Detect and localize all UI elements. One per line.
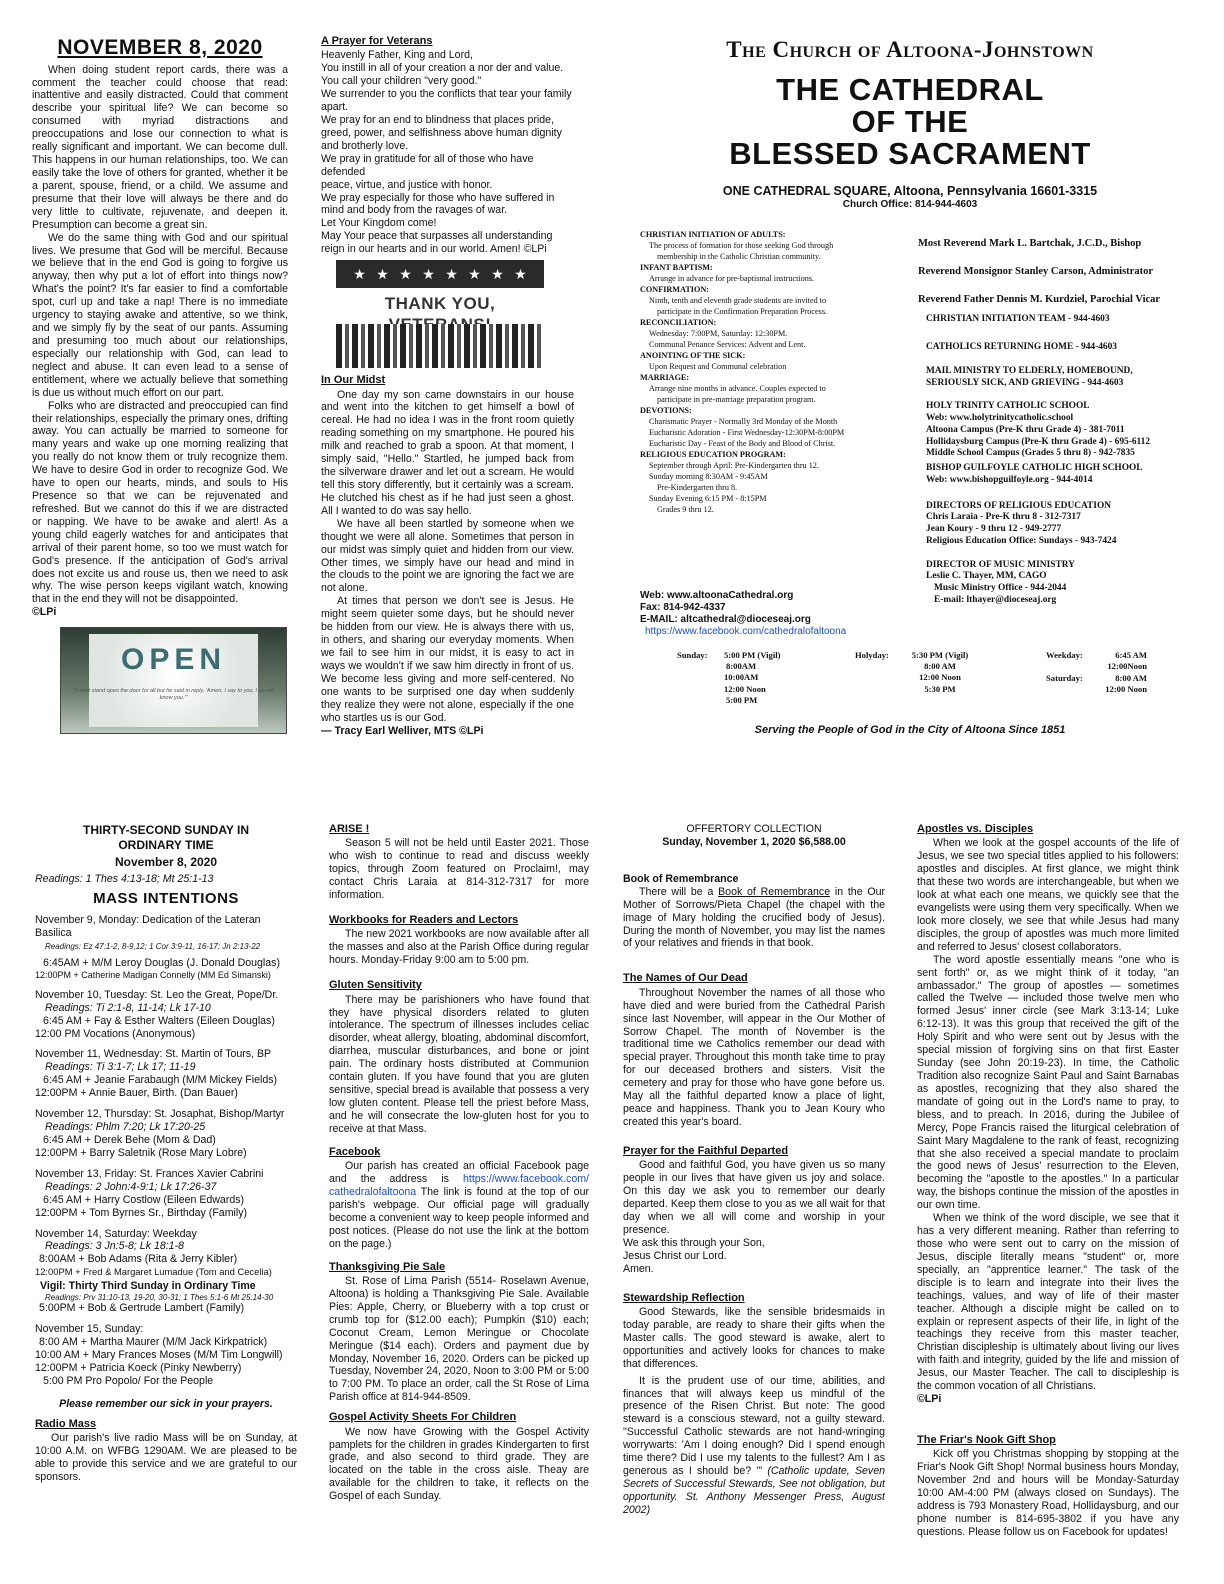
arise-title: ARISE ! <box>329 823 370 835</box>
offertory-column <box>623 823 885 1553</box>
intention-day-label: November 14, Saturday: Weekday <box>35 1227 197 1240</box>
mail-ministry: SERIOUSLY SICK, AND GRIEVING - 944-4603 <box>926 377 1124 388</box>
reflection-credit: ©LPi <box>32 606 57 619</box>
dre-title: DIRECTORS OF RELIGIOUS EDUCATION <box>926 500 1112 511</box>
intention-day <box>35 1108 297 1160</box>
service-detail: Upon Request and Communal celebration <box>649 361 787 371</box>
email-link[interactable]: E-MAIL: altcathedral@dioceseaj.org <box>640 614 811 625</box>
remembrance-body: There will be a Book of Remembrance in the Our Mother of Sorrows/Pieta Chapel (the chapel with the image of Mary holding the crucified body of Jesus). During the month of November, you may list the names of your relatives and friends in that book. <box>623 885 885 950</box>
stripes-graphic <box>336 324 544 368</box>
holy-trinity-campus: Altoona Campus (Pre-K thru Grade 4) - 381-7011 <box>926 424 1125 435</box>
apostles-paragraph: When we look at the gospel accounts of the life of Jesus, we see two special titles applied to his followers: apostles and disciples. At first glance, we might think that these two words are interchangeable, but when we look at what each one means, we quickly see that the evangelists were using them very specifically. When we look more closely, we see that while Jesus had many disciples, the group of apostles was much more limited and referred to Jesus' closest collaborators. <box>917 837 1179 953</box>
website-link[interactable]: Web: www.altoonaCathedral.org <box>640 590 794 601</box>
midst-paragraph: At times that person we don't see is Jesus. He might seem quieter some days, but he should never be hidden from our view. He is always there with us, in others, and sharing our everyday moments. When we fail to see him in our midst, it is easy to act in ways we wouldn't if we saw him directly in front of us. We become less giving and more self-centered. No one wants to be surprised one day when suddenly they realize they were not alone, especially if the one who startles us is our God. <box>321 595 574 724</box>
faithful-departed-line: Amen. <box>623 1262 654 1275</box>
bishop-guilfoyle-school: BISHOP GUILFOYLE CATHOLIC HIGH SCHOOL <box>926 463 1143 474</box>
service-heading: RELIGIOUS EDUCATION PROGRAM: <box>640 449 786 459</box>
music-director-title: DIRECTOR OF MUSIC MINISTRY <box>926 559 1075 570</box>
in-our-midst-title: In Our Midst <box>321 374 386 387</box>
mass-time: 12:00 Noon <box>724 683 766 694</box>
mail-ministry: MAIL MINISTRY TO ELDERLY, HOMEBOUND, <box>926 365 1133 376</box>
banner-text: THANK YOU, <box>384 294 496 314</box>
service-detail: Grades 9 thru 12. <box>657 504 714 514</box>
announcements-column <box>329 823 589 1553</box>
facebook-body: Our parish has created an official Facebook page and the address is https://www.facebook.com/ cathedralofaltoona The link is found at the top of our parish's webpage. Our official page will gradually become a convenient way to keep people informed and post notices. (Please do not use the link at the bottom on the page.) <box>329 1160 589 1250</box>
mass-time: 10:00AM <box>724 672 759 683</box>
apostles-paragraph: The word apostle essentially means "one who is sent forth" or, as we might think of it today, "an ambassador." The group of apostles — sometimes called the Twelve — included those twelve men who formed Jesus' inner circle (see Mark 3:13-14; Luke 6:12-13). It was this group that received the gift of the Holy Spirit and who were sent out by Jesus with the special mission of forgiving sins on that first Easter Sunday (see John 20:19-23). In time, the Catholic Tradition also recognize Saint Paul and Saint Barnabas as apostles, recognizing that they also shared the mandate of going out in the Lord's name to pray, to bless, and to preach. In 2016, during the Jubilee of Mercy, Pope Francis raised the liturgical celebration of Saint Mary Magdalene to the rank of feast, recognizing that she also received a special mandate to proclaim the good news of Jesus' resurrection to the Eleven, becoming the "apostle to the apostles." In a particular way, the bishops continue the mission of the apostles in our own time. <box>917 953 1179 1212</box>
intention-readings: Readings: 3 Jn:5-8; Lk 18:1-8 <box>45 1240 184 1253</box>
reflection-paragraph: When doing student report cards, there was a comment the teacher could choose that read: inattentive and easily distracted. Could that comment describe your spiritual life? We can become so consumed with myriad distractions and preoccupations and lose our connection to what is really significant and important. We can become dull. This happens in our human relationships, too. We can easily take the love of others for granted, whether it be a parent, spouse, friend, or a child. We assume and presume that their love will always be there and do very little to cultivate, rejuvenate, and deepen it. Presumption can become a great sin. <box>32 63 288 231</box>
services-list <box>640 230 912 600</box>
intention-day <box>35 914 297 981</box>
intention-day-label: November 9, Monday: Dedication of the Lateran Basilica <box>35 914 261 940</box>
gluten-body: There may be parishioners who have found that they have physical disorders related to gluten intolerance. The spectrum of illnesses includes celiac disorder, wheat allergy, bloating, abdominal discomfort, diarrhea, muscular disturbances, and bone or joint pain. The ordinary hosts distributed at Communion contain gluten. If you have found that you are gluten sensitive, special bread is available that possess a very low gluten content. Please tell the priest before Mass, and he will consecrate the low-gluten host for you to receive at that Mass. <box>329 993 589 1135</box>
prayer-line: We pray in gratitude for all of those who have defended <box>321 152 534 178</box>
music-director-name: Leslie C. Thayer, MM, CAGO <box>926 571 1047 582</box>
intention-mass: 6:45 AM + Fay & Esther Walters (Eileen Douglas) <box>43 1014 275 1027</box>
sick-prayer-note: Please remember our sick in your prayers. <box>59 1397 273 1410</box>
prayer-line: We pray especially for those who have suffered in mind and body from the ravages of war. <box>321 191 555 217</box>
friars-nook-body: Kick off you Christmas shopping by stopping at the Friar's Nook Gift Shop! Normal business hours Monday, November 2nd and hours will be Monday-Saturday 10:00 AM-4:00 PM (always closed on Sundays). The address is 793 Monastery Road, Hollidaysburg, and our phone number is 814-695-3802 if you have any questions. Please follow us on Facebook for updates! <box>917 1448 1179 1538</box>
pie-sale-title: Thanksgiving Pie Sale <box>329 1260 446 1273</box>
vicar-name: Reverend Father Dennis M. Kurdziel, Parochial Vicar <box>918 294 1161 306</box>
names-of-dead-title: The Names of Our Dead <box>623 972 748 985</box>
church-header <box>632 36 1188 246</box>
intention-mass: 12:00PM + Annie Bauer, Birth. (Dan Bauer) <box>35 1087 238 1100</box>
apostles-column <box>917 823 1179 1553</box>
service-detail: Arrange nine months in advance. Couples expected to <box>649 383 826 393</box>
open-image-word: OPEN <box>120 643 227 677</box>
intention-mass: 6:45 AM + Harry Costlow (Eileen Edwards) <box>43 1193 245 1206</box>
mass-time: 12:00Noon <box>1107 661 1147 672</box>
intention-day-label: November 12, Thursday: St. Josaphat, Bishop/Martyr <box>35 1108 285 1121</box>
dre-contact: Jean Koury - 9 thru 12 - 949-2777 <box>926 524 1062 535</box>
cathedral-title <box>632 74 1188 170</box>
mass-time: 5:30 PM <box>924 683 956 694</box>
intention-mass: 6:45 AM + Derek Behe (Mom & Dad) <box>43 1133 216 1146</box>
cathedral-title-line: OF THE <box>851 103 969 139</box>
vigil-readings: Readings: Prv 31:10-13, 19-20, 30-31; 1 Thes 5:1-6 Mt 25:14-30 <box>45 1292 274 1302</box>
fax-number: Fax: 814-942-4337 <box>640 602 726 613</box>
serving-tagline: Serving the People of God in the City of Altoona Since 1851 <box>754 724 1066 736</box>
remembrance-book-link: Book of Remembrance <box>718 885 831 898</box>
intention-mass: 12:00PM + Tom Byrnes Sr., Birthday (Family) <box>35 1206 248 1219</box>
catholics-returning-home: CATHOLICS RETURNING HOME - 944-4603 <box>926 342 1117 353</box>
staff-directory <box>918 237 1193 632</box>
intention-mass: 10:00 AM + Mary Frances Moses (M/M Tim Longwill) <box>35 1349 283 1362</box>
mass-time: 5:00 PM <box>726 694 758 705</box>
prayer-line: May Your peace that surpasses all understanding reign in our hearts and in our world. Amen! ©LPi <box>321 230 553 256</box>
reflection-column <box>32 35 288 750</box>
intention-readings: Readings: Ez 47:1-2, 8-9,12; 1 Cor 3:9-11, 16-17; Jn 2:13-22 <box>45 941 261 951</box>
cathedral-title-line: BLESSED SACRAMENT <box>729 135 1091 171</box>
stewardship-citation: (Catholic update, Seven Secrets of Successful Stewards, See not obligation, but opportunity. St. Anthony Messenger Press, August 2002) <box>623 1465 885 1516</box>
intention-mass: 5:00PM + Bob & Gertrude Lambert (Family) <box>39 1302 245 1315</box>
arise-body: Season 5 will not be held until Easter 2021. Those who wish to continue to read and discuss weekly topics, through Zoom featured on Proclaim!, may contact Chris Laraia at 814-312-7317 for more information. <box>329 837 589 902</box>
intention-readings: Readings: Ti 3:1-7; Lk 17; 11-19 <box>45 1061 196 1074</box>
music-office: Music Ministry Office - 944-2044 <box>934 583 1067 594</box>
intention-day <box>35 1228 297 1316</box>
apostles-title: Apostles vs. Disciples <box>917 823 1034 835</box>
weekday-times <box>1094 650 1147 672</box>
intention-day <box>35 1168 297 1220</box>
bishop-guilfoyle-web[interactable]: Web: www.bishopguilfoyle.org - 944-4014 <box>926 474 1093 485</box>
sunday-readings: Readings: 1 Thes 4:13-18; Mt 25:1-13 <box>35 872 214 885</box>
dre-office: Religious Education Office: Sundays - 943-7424 <box>926 535 1117 546</box>
cathedral-title-line: THE CATHEDRAL <box>776 72 1044 108</box>
open-image-caption: "I must stand open the door for all but he said in reply, 'Amen, I say to you, I do not know you.'" <box>73 688 274 701</box>
bulletin-date-title: NOVEMBER 8, 2020 <box>57 36 263 59</box>
service-heading: CONFIRMATION: <box>640 284 709 294</box>
holy-trinity-web[interactable]: Web: www.holytrinitycatholic.school <box>926 413 1074 424</box>
service-heading: INFANT BAPTISM: <box>640 262 713 272</box>
church-name: The Church of Altoona-Johnstown <box>726 37 1094 62</box>
reflection-paragraph: Folks who are distracted and preoccupied can find their relationships, especially the primary ones, drifting away. You can actually be married to someone for many years and wake up one morning realizing that you really do not know them or truly recognize them. We have to desire God in order to recognize God. We have to open our hearts, minds, and souls to His Presence so that we can be rejuvenated and refreshed. But we cannot do this if we are distracted or napping. We have to be awake and alert! As a young child eagerly watches for and anticipates that arrival of their parent home, so too we must watch for God's presence. If the anticipation of God's arrival does not excite us and rouse us, then we need to ask why. The wise person keeps vigilant watch, knowing that in the end they will not be disappointed. <box>32 399 288 606</box>
pie-sale-body: St. Rose of Lima Parish (5514- Roselawn Avenue, Altoona) is holding a Thanksgiving Pie Sale. Available Pies: Apple, Cherry, or Blueberry with a top crust or crumb top for ($12.00 each); Pumpkin ($10) each; Coconut Cream, Lemon Meringue or Chocolate Meringue ($14 each). Orders and payment due by Monday, November 16, 2020. Orders can be picked up Tuesday, November 24, 2020, Noon to 3:00 PM or 5:00 to 7:00 PM. To place an order, call the St Rose of Lima Parish office at 814-944-8509. <box>329 1275 589 1404</box>
intention-readings: Readings: Phlm 7:20; Lk 17:20-25 <box>45 1121 206 1134</box>
prayer-veterans-title: A Prayer for Veterans <box>321 35 433 47</box>
stewardship-title: Stewardship Reflection <box>623 1291 745 1304</box>
workbooks-title: Workbooks for Readers and Lectors <box>329 914 519 927</box>
intention-day-label: November 15, Sunday: <box>35 1323 144 1336</box>
stewardship-body: It is the prudent use of our time, abilities, and finances that will always keep us mindful of the presence of the Risen Christ. But note: The good steward is a conscious steward, not a guilty steward. "Successful Catholic stewards are not hand-wringing worrywarts: 'Am I doing enough? Did I spend enough time there? Did I use my talents to the fullest? Am I as generous as I should be? '" (Catholic update, Seven Secrets of Successful Stewards, See not obligation, but opportunity. St. Anthony Messenger Press, August 2002) <box>623 1374 885 1516</box>
mass-time: 6:45 AM <box>1115 650 1147 660</box>
midst-paragraph: We have all been startled by someone when we thought we were all alone. Sometimes that person in our midst was simply quiet and hidden from our view. Other times, we simply have our head and mind in the clouds to the point we are ignoring the fact we are not alone. <box>321 517 574 595</box>
holy-trinity-campus: Middle School Campus (Grades 5 thru 8) - 942-7835 <box>926 448 1135 459</box>
christian-initiation-team: CHRISTIAN INITIATION TEAM - 944-4603 <box>926 314 1110 325</box>
gluten-title: Gluten Sensitivity <box>329 979 422 992</box>
service-detail: Sunday morning 8:30AM - 9:45AM <box>649 471 768 481</box>
intention-mass: 8:00AM + Bob Adams (Rita & Jerry Kibler) <box>39 1253 238 1266</box>
sunday-title: THIRTY-SECOND SUNDAY IN <box>82 823 250 837</box>
service-heading: ANOINTING OF THE SICK: <box>640 350 746 360</box>
intention-day-label: November 10, Tuesday: St. Leo the Great, Pope/Dr. <box>35 988 279 1001</box>
service-detail: Eucharistic Adoration - First Wednesday-12:30PM-8:00PM <box>649 427 845 437</box>
service-detail: Sunday Evening 6:15 PM - 8:15PM <box>649 493 767 503</box>
intention-mass: 12:00PM + Fred & Margaret Lumadue (Tom and Cecelia) <box>35 1266 272 1278</box>
open-door-image <box>60 627 287 734</box>
friars-nook-title: The Friar's Nook Gift Shop <box>917 1433 1056 1446</box>
church-address: ONE CATHEDRAL SQUARE, Altoona, Pennsylvania 16601-3315 <box>722 183 1098 198</box>
service-detail: Eucharistic Day - Feast of the Body and Blood of Christ. <box>649 438 836 448</box>
service-detail: Ninth, tenth and eleventh grade students are invited to <box>649 295 827 305</box>
facebook-page-link[interactable]: https://www.facebook.com/ cathedralofaltoona <box>329 1173 589 1198</box>
stars-row-icon: ★ ★ ★ ★ ★ ★ ★ ★ <box>336 260 544 288</box>
holyday-label: Holyday: <box>855 650 889 660</box>
sunday-title: ORDINARY TIME <box>118 837 214 852</box>
faithful-departed-title: Prayer for the Faithful Departed <box>623 1144 789 1157</box>
intention-mass: 12:00 PM Vocations (Anonymous) <box>35 1027 196 1040</box>
mass-intentions-column <box>35 823 297 1553</box>
service-detail: participate in pre-marriage preparation program. <box>657 394 816 404</box>
contact-block <box>640 590 930 646</box>
radio-mass-body: Our parish's live radio Mass will be on Sunday, at 10:00 A.M. on WFBG 1290AM. We are pleased to be able to provide this service and we are grateful to our sponsors. <box>35 1432 297 1484</box>
service-heading: RECONCILIATION: <box>640 317 717 327</box>
dre-contact: Chris Laraia - Pre-K thru 8 - 312-7317 <box>926 512 1081 523</box>
mass-time: 8:00AM <box>726 661 757 672</box>
prayer-line: We pray for an end to blindness that places pride, greed, power, and selfishness above human dignity and brotherly love. <box>321 114 562 152</box>
vigil-label: Vigil: Thirty Third Sunday in Ordinary Time <box>40 1279 256 1292</box>
intention-day <box>35 1323 297 1388</box>
stewardship-body: Good Stewards, like the sensible bridesmaids in today parable, are ready to share their gifts when the Master calls. The good steward is awake, alert to opportunities and actively looks for chances to make that differences. <box>623 1306 885 1370</box>
sunday-label: Sunday: <box>677 650 708 660</box>
faithful-departed-line: We ask this through your Son, <box>623 1236 765 1249</box>
midst-author: — Tracy Earl Welliver, MTS ©LPi <box>321 724 484 737</box>
offertory-title: OFFERTORY COLLECTION <box>686 823 822 835</box>
service-detail: Wednesday: 7:00PM, Saturday: 12:30PM. <box>649 328 788 338</box>
holyday-times <box>900 650 980 695</box>
prayer-line: You call your children "very good." <box>321 75 482 88</box>
service-heading: DEVOTIONS: <box>640 405 692 415</box>
mass-intentions-title: MASS INTENTIONS <box>93 889 239 907</box>
gospel-sheets-title: Gospel Activity Sheets For Children <box>329 1411 517 1424</box>
facebook-title: Facebook <box>329 1145 381 1158</box>
service-heading: MARRIAGE: <box>640 372 690 382</box>
service-detail: Communal Penance Services: Advent and Lent. <box>649 339 806 349</box>
faithful-departed-line: Jesus Christ our Lord. <box>623 1249 727 1262</box>
saturday-times <box>1094 673 1147 695</box>
reflection-paragraph: We do the same thing with God and our spiritual lives. We presume that God will be merciful. Because we believe that in the end God is going to forgive us anyway, then why put a lot of effort into things now? What's the point? It's far easier to find a comfortable spot, curl up and take a nap! There is no immediate urgency to staying awake and attentive, so we think, and we simply fly by the seat of our pants. Assuming and presuming too much about our relationships, especially our relationship with God, can lead to neglect and abuse. It can even lead to a sense of entitlement, where we actually believe that something is due us without much effort on our part. <box>32 231 288 399</box>
bishop-name: Most Reverend Mark L. Bartchak, J.C.D., Bishop <box>918 238 1142 249</box>
holy-trinity-school: HOLY TRINITY CATHOLIC SCHOOL <box>926 401 1090 412</box>
sunday-date: November 8, 2020 <box>114 855 218 870</box>
offertory-amount: Sunday, November 1, 2020 $6,588.00 <box>662 835 846 848</box>
service-detail: membership in the Catholic Christian community. <box>657 251 821 261</box>
faithful-departed-body: Good and faithful God, you have given us so many people in our lives that have given us joy and solace. On this day we ask you to remember our dearly departed. Keep them close to you as we all wait for that day when we all will come and worship in your presence. <box>623 1159 885 1236</box>
intention-mass: 12:00PM + Patricia Koeck (Pinky Newberry) <box>35 1362 242 1375</box>
midst-paragraph: One day my son came downstairs in our house and went into the kitchen to get himself a bowl of cereal. He had no idea I was in the front room quietly reading something on my smartphone. He poured his milk and reached to grab a spoon. At that moment, I simply said, "Hello." Startled, he jumped back from the silverware drawer and let out a scream. He would tell this story differently, but it certainly was a scream. He clutched his chest as if he had just seen a ghost. All I wanted to do was say hello. <box>321 388 574 517</box>
sunday-times <box>724 650 780 706</box>
administrator-name: Reverend Monsignor Stanley Carson, Administrator <box>918 266 1153 278</box>
prayer-line: Heavenly Father, King and Lord, <box>321 49 473 62</box>
mass-time: 8:00 AM <box>924 661 956 672</box>
mass-time: 5:30 PM (Vigil) <box>911 650 969 660</box>
prayer-line: We surrender to you the conflicts that tear your family apart. <box>321 88 572 114</box>
intention-day <box>35 989 297 1041</box>
intention-mass: 12:00PM + Barry Saletnik (Rose Mary Lobre) <box>35 1146 247 1159</box>
names-of-dead-body: Throughout November the names of all those who have died and were buried from the Cathedral Parish since last November, will appear in the Our Mother of Sorrow Chapel. The month of November is the traditional time we Catholics remember our dead with special prayer. Throughout this month take time to pray for our deceased brothers and sisters. Visit the cemetery and pray for those who have gone before us. May all the faithful departed know a place of light, peace and happiness. Thank you to Jean Koury who created this year's board. <box>623 986 885 1128</box>
apostles-paragraph: When we think of the word disciple, we see that it has a very different meaning. Rather than referring to those who were sent out to carry on the mission of Jesus, disciple literally means "student" or, more specially, an "apprentice learner." The task of the disciple is to learn and integrate into their lives the teachings, values, and way of life of their master teacher. Although a disciple might be called on to explain or represent aspects of their life, in light of the teachings they receive from this master teacher, Christian discipleship is ultimately about living our lives with faith and integrity, guided by the life and mission of Jesus, our Master Teacher. The call to discipleship is the common vocation of all Christians. <box>917 1212 1179 1393</box>
weekday-label: Weekday: <box>1046 650 1083 660</box>
mass-time: 12:00 Noon <box>919 672 961 683</box>
service-detail: Pre-Kindergarten thru 8. <box>657 482 738 492</box>
facebook-link[interactable]: https://www.facebook.com/cathedralofaltoona <box>645 626 847 637</box>
workbooks-body: The new 2021 workbooks are now available after all the masses and also at the Parish Office during regular hours. Monday-Friday 9:00 am to 5:00 pm. <box>329 928 589 967</box>
service-heading: CHRISTIAN INITIATION OF ADULTS: <box>640 230 786 239</box>
intention-mass: 12:00PM + Catherine Madigan Connelly (MM Ed Simanski) <box>35 969 271 980</box>
mass-time: 5:00 PM (Vigil) <box>724 650 781 660</box>
prayer-line: You instill in all of your creation a nor der and value. <box>321 62 564 75</box>
intention-mass: 6:45 AM + Jeanie Farabaugh (M/M Mickey Fields) <box>43 1074 278 1087</box>
intention-day-label: November 13, Friday: St. Frances Xavier Cabrini <box>35 1167 264 1180</box>
remembrance-title: Book of Remembrance <box>623 872 739 885</box>
intention-readings: Readings: 2 John:4-9:1; Lk 17:26-37 <box>45 1180 217 1193</box>
intention-readings: Readings: Ti 2:1-8, 11-14; Lk 17-10 <box>45 1001 211 1014</box>
service-detail: participate in the Confirmation Preparation Process. <box>657 306 828 316</box>
intention-day <box>35 1048 297 1100</box>
prayer-line: Let Your Kingdom come! <box>321 217 437 230</box>
apostles-credit: ©LPi <box>917 1393 942 1406</box>
mass-time: 12:00 Noon <box>1105 684 1147 695</box>
service-detail: Arrange in advance for pre-baptismal instructions. <box>649 273 815 283</box>
intention-mass: 6:45AM + M/M Leroy Douglas (J. Donald Douglas) <box>43 956 280 969</box>
mass-time: 8:00 AM <box>1115 673 1147 683</box>
service-detail: Charismatic Prayer - Normally 3rd Monday of the Month <box>649 416 838 426</box>
gospel-sheets-body: We now have Growing with the Gospel Activity pamplets for the children in grades Kindergarten to first grade, and also second to third grade. They are located on the table in the cross aisle. Theay are available for the children to take, it reflects on the Gospel of each Sunday. <box>329 1425 589 1503</box>
radio-mass-title: Radio Mass <box>35 1417 97 1430</box>
service-detail: The process of formation for those seeking God through <box>649 240 834 250</box>
service-detail: September through April: Pre-Kindergarten thru 12. <box>649 460 819 470</box>
church-office-phone: Church Office: 814-944-4603 <box>842 199 978 211</box>
prayer-column <box>321 35 574 750</box>
music-email[interactable]: E-mail: lthayer@dioceseaj.org <box>934 594 1057 605</box>
holy-trinity-campus: Hollidaysburg Campus (Pre-K thru Grade 4) - 695-6112 <box>926 436 1151 447</box>
thank-you-veterans-banner <box>336 260 544 368</box>
intention-mass: 5:00 PM Pro Popolo/ For the People <box>43 1375 214 1388</box>
intention-day-label: November 11, Wednesday: St. Martin of Tours, BP <box>35 1048 272 1061</box>
prayer-line: peace, virtue, and justice with honor. <box>321 178 493 191</box>
saturday-label: Saturday: <box>1046 673 1083 683</box>
intention-mass: 8:00 AM + Martha Maurer (M/M Jack Kirkpatrick) <box>39 1336 268 1349</box>
